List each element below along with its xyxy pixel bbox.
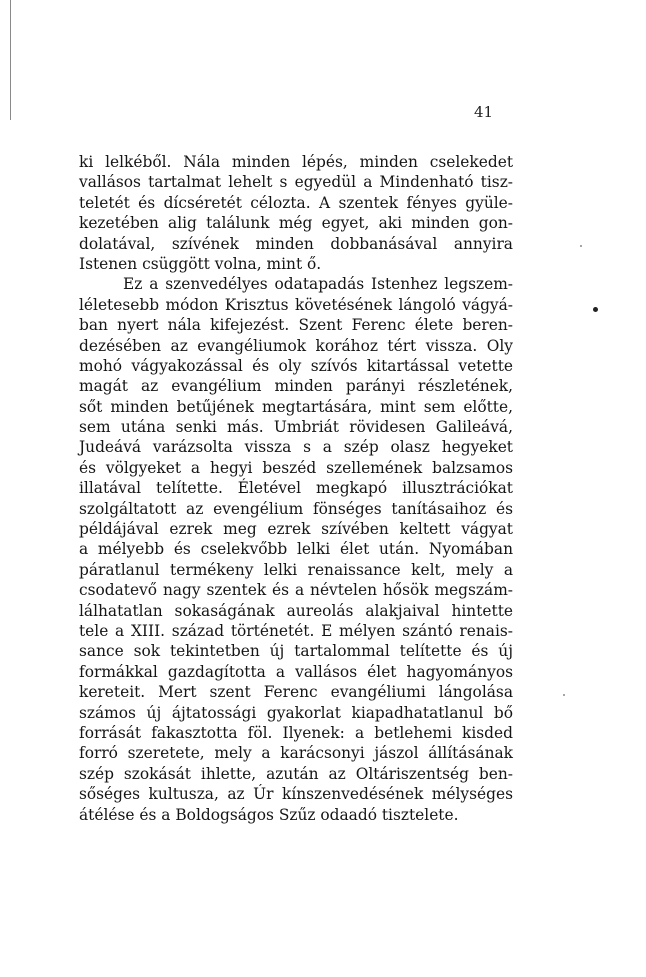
speck bbox=[580, 245, 582, 247]
page-edge-rule bbox=[10, 0, 11, 120]
text-line: sance sok tekintetben új tartalommal telítette és új bbox=[79, 642, 513, 661]
paragraph-1 bbox=[79, 152, 513, 274]
text-line: illatával telítette. Életével megkapó illusztrációkat bbox=[79, 479, 513, 498]
text-line: számos új ájtatossági gyakorlat kiapadhatatlanul bő bbox=[79, 703, 513, 722]
text-line: ki lelkéből. Nála minden lépés, minden cselekedet bbox=[79, 153, 513, 171]
text-line: dolatával, szívének minden dobbanásával annyira bbox=[79, 234, 513, 253]
text-line: vallásos tartalmat lehelt s egyedül a Mindenható tisz- bbox=[79, 173, 513, 192]
page-number: 41 bbox=[474, 103, 494, 121]
paragraph-2 bbox=[79, 274, 513, 825]
text-line: sőséges kultusza, az Úr kínszenvedésének mélységes bbox=[79, 785, 513, 804]
text-line: sem utána senki más. Umbriát rövidesen Galileává, bbox=[79, 418, 513, 437]
margin-mark bbox=[593, 307, 598, 312]
text-line: a mélyebb és cselekvőbb lelki élet után. Nyomában bbox=[79, 540, 513, 559]
text-line: ban nyert nála kifejezést. Szent Ferenc élete beren- bbox=[79, 316, 513, 335]
text-line: lálhatatlan sokaságának aureolás alakjaival hintette bbox=[79, 601, 513, 620]
text-line: szolgáltatott az evengélium fönséges tanításaihoz és bbox=[79, 499, 513, 518]
text-line: sőt minden betűjének megtartására, mint sem előtte, bbox=[79, 397, 513, 416]
text-line: magát az evangélium minden parányi részletének, bbox=[79, 377, 513, 396]
text-line: forró szeretete, mely a karácsonyi jászol állításának bbox=[79, 744, 513, 763]
text-line: forrását fakasztotta föl. Ilyenek: a betlehemi kisded bbox=[79, 723, 513, 742]
text-line: Istenen csüggött volna, mint ő. bbox=[79, 254, 322, 273]
text-line: kereteit. Mert szent Ferenc evangéliumi lángolása bbox=[79, 683, 513, 702]
text-line: teletét és dícséretét célozta. A szentek fényes gyüle- bbox=[79, 193, 513, 212]
body-text bbox=[79, 152, 513, 825]
text-line: átélése és a Boldogságos Szűz odaadó tisztelete. bbox=[79, 805, 459, 824]
text-line: példájával ezrek meg ezrek szívében keltett vágyat bbox=[79, 520, 513, 539]
text-line: páratlanul termékeny lelki renaissance kelt, mely a bbox=[79, 560, 513, 579]
text-line: Judeává varázsolta vissza s a szép olasz hegyeket bbox=[79, 438, 513, 457]
speck bbox=[563, 694, 565, 696]
text-line: szép szokását ihlette, azután az Oltáriszentség ben- bbox=[79, 764, 513, 783]
text-line: dezésében az evangéliumok korához tért vissza. Oly bbox=[79, 336, 513, 355]
text-line: kezetében alig találunk még egyet, aki minden gon- bbox=[79, 214, 513, 233]
text-line: csodatevő nagy szentek és a névtelen hősök megszám- bbox=[79, 581, 513, 600]
text-line: léletesebb módon Krisztus követésének lángoló vágyá- bbox=[79, 295, 513, 314]
text-line: tele a XIII. század történetét. E mélyen szántó renais- bbox=[79, 621, 513, 640]
text-line: és völgyeket a hegyi beszéd szellemének balzsamos bbox=[79, 458, 513, 477]
text-line: mohó vágyakozással és oly szívós kitartással vetette bbox=[79, 356, 513, 375]
text-line: formákkal gazdagította a vallásos élet hagyományos bbox=[79, 662, 513, 681]
text-line: Ez a szenvedélyes odatapadás Istenhez legszem- bbox=[123, 275, 513, 294]
